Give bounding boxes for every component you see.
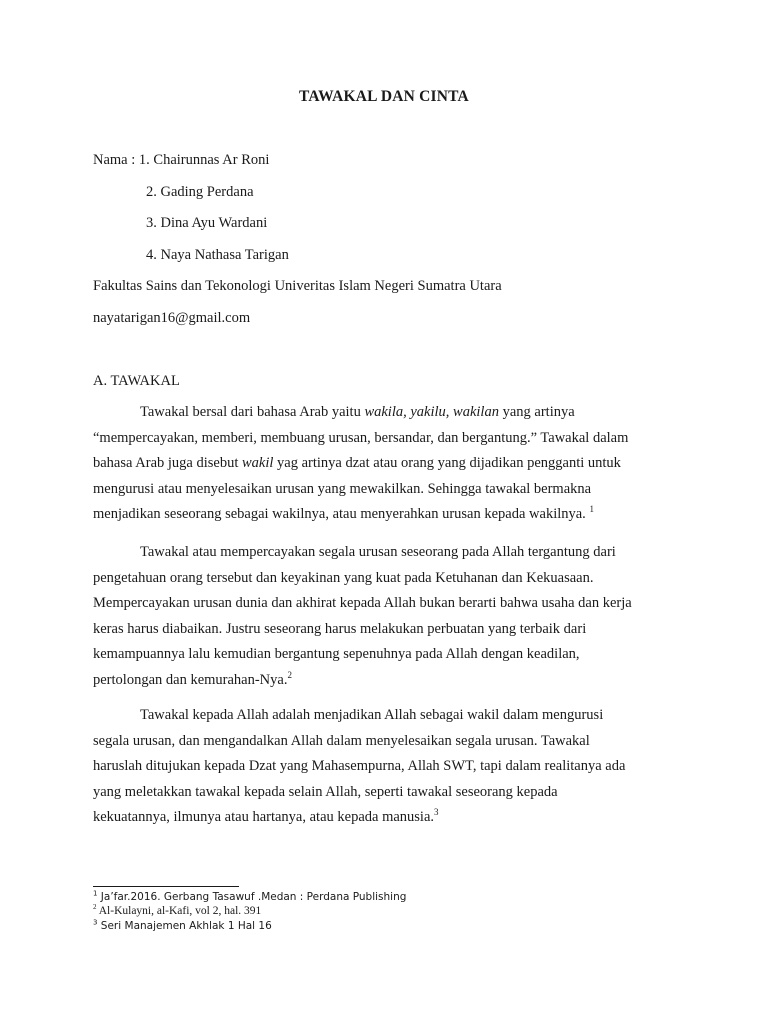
italic-term: wakila, yakilu, wakilan	[364, 404, 499, 420]
paragraph-line: segala urusan, dan mengandalkan Allah dalam menyelesaikan segala urusan. Tawakal	[93, 732, 590, 749]
paragraph-line: Tawakal bersal dari bahasa Arab yaitu wakila, yakilu, wakilan yang artinya	[140, 404, 575, 420]
paragraph-line: bahasa Arab juga disebut wakil yag artinya dzat atau orang yang dijadikan pengganti untuk	[93, 455, 621, 471]
paragraph-line: Tawakal kepada Allah adalah menjadikan Allah sebagai wakil dalam mengurusi	[140, 707, 604, 723]
document-title: TAWAKAL DAN CINTA	[299, 88, 469, 105]
paragraph-line: Tawakal atau mempercayakan segala urusan seseorang pada Allah tergantung dari	[140, 544, 616, 560]
author-name: 1. Chairunnas Ar Roni	[138, 152, 270, 168]
footnote-3: $^3$ Seri Manajemen Akhlak 1 Hal 16	[93, 918, 272, 932]
author-line-1	[93, 152, 269, 169]
paragraph-2	[93, 540, 683, 693]
paragraph-line: keras harus diabaikan. Justru seseorang harus melakukan perbuatan yang terbaik dari	[93, 620, 587, 637]
paragraph-line: yang meletakkan tawakal kepada selain Allah, seperti tawakal seseorang kepada	[93, 783, 558, 800]
author-label: Nama :	[93, 152, 139, 168]
section-heading: A. TAWAKAL	[93, 373, 180, 389]
paragraph-line: pertolongan dan kemurahan-Nya.$^2$	[93, 669, 292, 688]
author-name: 2. Gading Perdana	[146, 184, 254, 200]
paragraph-line: “mempercayakan, memberi, membuang urusan, bersandar, dan bergantung.” Tawakal dalam	[93, 429, 629, 446]
faculty-line: Fakultas Sains dan Tekonologi Univeritas Islam Negeri Sumatra Utara	[93, 278, 502, 294]
paragraph-line: mengurusi atau menyelesaikan urusan yang mewakilkan. Sehingga tawakal bermakna	[93, 480, 592, 497]
paragraph-line: menjadikan seseorang sebagai wakilnya, atau menyerahkan urusan kepada wakilnya. $^1$	[93, 504, 594, 522]
paragraph-line: haruslah ditujukan kepada Dzat yang Mahasempurna, Allah SWT, tapi dalam realitanya ada	[93, 758, 626, 774]
italic-term: wakil	[242, 455, 274, 471]
paragraph-line: kekuatannya, ilmunya atau hartanya, atau kepada manusia.$^3$	[93, 807, 439, 825]
paragraph-line: kemampuannya lalu kemudian bergantung sepenuhnya pada Allah dengan keadilan,	[93, 646, 580, 662]
footnote-ref[interactable]: 2	[287, 669, 292, 680]
footnote-1: $^1$ Ja’far.2016. Gerbang Tasawuf .Medan : Perdana Publishing	[93, 889, 407, 903]
footnote-ref[interactable]: 1	[589, 504, 594, 515]
paragraph-line: pengetahuan orang tersebut dan keyakinan yang kuat pada Ketuhanan dan Kekuasaan.	[93, 569, 594, 586]
author-name: 3. Dina Ayu Wardani	[146, 215, 268, 231]
paragraph-line: Mempercayakan urusan dunia dan akhirat kepada Allah bukan berarti bahwa usaha dan kerja	[93, 595, 632, 611]
footnote-2: $^2$ Al-Kulayni, al-Kafi, vol 2, hal. 391	[93, 903, 262, 917]
footnote-divider	[93, 886, 239, 887]
paragraph-3	[93, 703, 683, 831]
footnote-ref[interactable]: 3	[434, 807, 439, 818]
paragraph-1	[93, 400, 683, 528]
author-name: 4. Naya Nathasa Tarigan	[146, 247, 289, 263]
email-line: nayatarigan16@gmail.com	[93, 310, 251, 326]
